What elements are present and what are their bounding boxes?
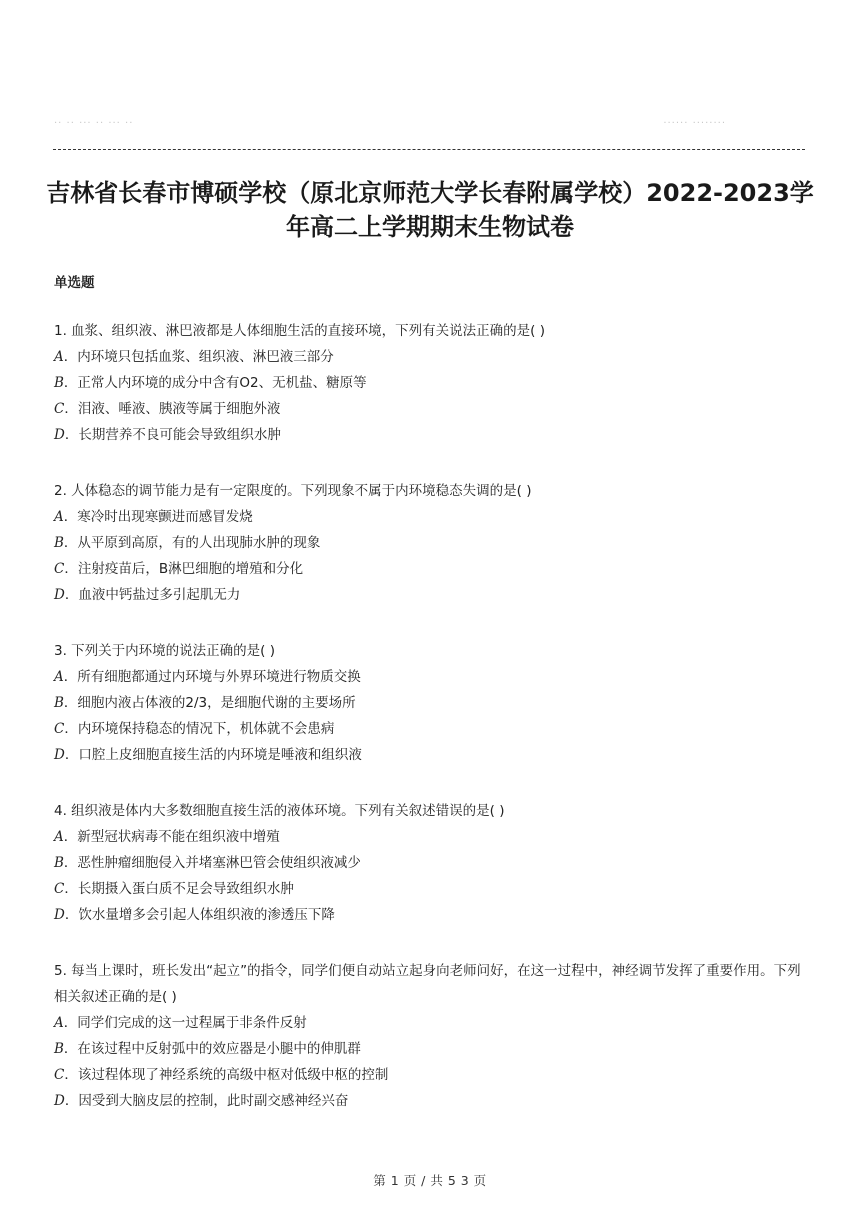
option-d xyxy=(54,422,806,448)
option-b xyxy=(54,1036,806,1062)
option-letter: A xyxy=(54,669,64,685)
option-text: ．泪液、唾液、胰液等属于细胞外液 xyxy=(64,401,281,417)
option-letter: D xyxy=(54,1093,65,1109)
option-text: ．饮水量增多会引起人体组织液的渗透压下降 xyxy=(64,907,335,923)
option-text: ．在该过程中反射弧中的效应器是小腿中的伸肌群 xyxy=(63,1041,361,1057)
option-text: ．因受到大脑皮层的控制，此时副交感神经兴奋 xyxy=(64,1093,349,1109)
section-heading: 单选题 xyxy=(54,275,95,291)
option-letter: A xyxy=(54,509,64,525)
option-text: ．所有细胞都通过内环境与外界环境进行物质交换 xyxy=(63,669,361,685)
question-2 xyxy=(54,478,806,608)
question-1 xyxy=(54,318,806,448)
option-text: ．恶性肿瘤细胞侵入并堵塞淋巴管会使组织液减少 xyxy=(63,855,361,871)
option-letter: C xyxy=(54,881,65,897)
option-letter: B xyxy=(54,855,64,871)
header-left-text: ·· ·· ··· ·· ··· ·· xyxy=(54,118,134,129)
option-letter: B xyxy=(54,535,64,551)
option-letter: C xyxy=(54,1067,65,1083)
option-c xyxy=(54,1062,806,1088)
option-d xyxy=(54,582,806,608)
question-3 xyxy=(54,638,806,768)
option-text: ．寒冷时出现寒颤进而感冒发烧 xyxy=(63,509,253,525)
option-text: ．新型冠状病毒不能在组织液中增殖 xyxy=(63,829,280,845)
option-text: ．口腔上皮细胞直接生活的内环境是唾液和组织液 xyxy=(64,747,362,763)
option-text: ．细胞内液占体液的2/3，是细胞代谢的主要场所 xyxy=(63,695,356,711)
option-a xyxy=(54,344,806,370)
option-a xyxy=(54,504,806,530)
option-text: ．同学们完成的这一过程属于非条件反射 xyxy=(63,1015,307,1031)
option-b xyxy=(54,690,806,716)
question-list xyxy=(54,318,806,1114)
option-text: ．血液中钙盐过多引起肌无力 xyxy=(64,587,241,603)
question-stem: 3. 下列关于内环境的说法正确的是( ) xyxy=(54,643,275,659)
option-letter: D xyxy=(54,907,65,923)
option-b xyxy=(54,370,806,396)
option-text: ．从平原到高原，有的人出现肺水肿的现象 xyxy=(63,535,321,551)
page-title: 吉林省长春市博硕学校（原北京师范大学长春附属学校）2022-2023学年高二上学期期末生物试卷 xyxy=(46,179,814,241)
option-a xyxy=(54,824,806,850)
option-d xyxy=(54,1088,806,1114)
option-text: ．内环境只包括血浆、组织液、淋巴液三部分 xyxy=(63,349,334,365)
option-letter: C xyxy=(54,561,65,577)
option-letter: D xyxy=(54,747,65,763)
option-c xyxy=(54,716,806,742)
option-letter: A xyxy=(54,829,64,845)
option-letter: C xyxy=(54,721,65,737)
option-c xyxy=(54,396,806,422)
option-c xyxy=(54,876,806,902)
option-a xyxy=(54,1010,806,1036)
option-d xyxy=(54,902,806,928)
header-right-text: ······ ········ xyxy=(663,118,726,129)
header-divider xyxy=(53,149,805,150)
option-letter: A xyxy=(54,1015,64,1031)
option-letter: A xyxy=(54,349,64,365)
option-letter: B xyxy=(54,695,64,711)
option-text: ．该过程体现了神经系统的高级中枢对低级中枢的控制 xyxy=(64,1067,389,1083)
option-c xyxy=(54,556,806,582)
question-stem: 5. 每当上课时，班长发出“起立”的指令，同学们便自动站立起身向老师问好，在这一过程中，神经调节发挥了重要作用。下列相关叙述正确的是( ) xyxy=(54,963,801,1005)
question-5 xyxy=(54,958,806,1114)
option-text: ．注射疫苗后，B淋巴细胞的增殖和分化 xyxy=(64,561,304,577)
option-text: ．正常人内环境的成分中含有O2、无机盐、糖原等 xyxy=(63,375,367,391)
option-text: ．长期营养不良可能会导致组织水肿 xyxy=(64,427,281,443)
option-text: ．内环境保持稳态的情况下，机体就不会患病 xyxy=(64,721,335,737)
question-4 xyxy=(54,798,806,928)
option-d xyxy=(54,742,806,768)
option-b xyxy=(54,530,806,556)
option-letter: D xyxy=(54,587,65,603)
option-letter: B xyxy=(54,375,64,391)
question-stem: 2. 人体稳态的调节能力是有一定限度的。下列现象不属于内环境稳态失调的是( ) xyxy=(54,483,532,499)
option-letter: D xyxy=(54,427,65,443)
page-number: 第 1 页 / 共 5 3 页 xyxy=(373,1173,487,1188)
option-letter: B xyxy=(54,1041,64,1057)
option-text: ．长期摄入蛋白质不足会导致组织水肿 xyxy=(64,881,294,897)
question-stem: 4. 组织液是体内大多数细胞直接生活的液体环境。下列有关叙述错误的是( ) xyxy=(54,803,505,819)
question-stem: 1. 血浆、组织液、淋巴液都是人体细胞生活的直接环境，下列有关说法正确的是( ) xyxy=(54,323,545,339)
option-a xyxy=(54,664,806,690)
option-letter: C xyxy=(54,401,65,417)
option-b xyxy=(54,850,806,876)
